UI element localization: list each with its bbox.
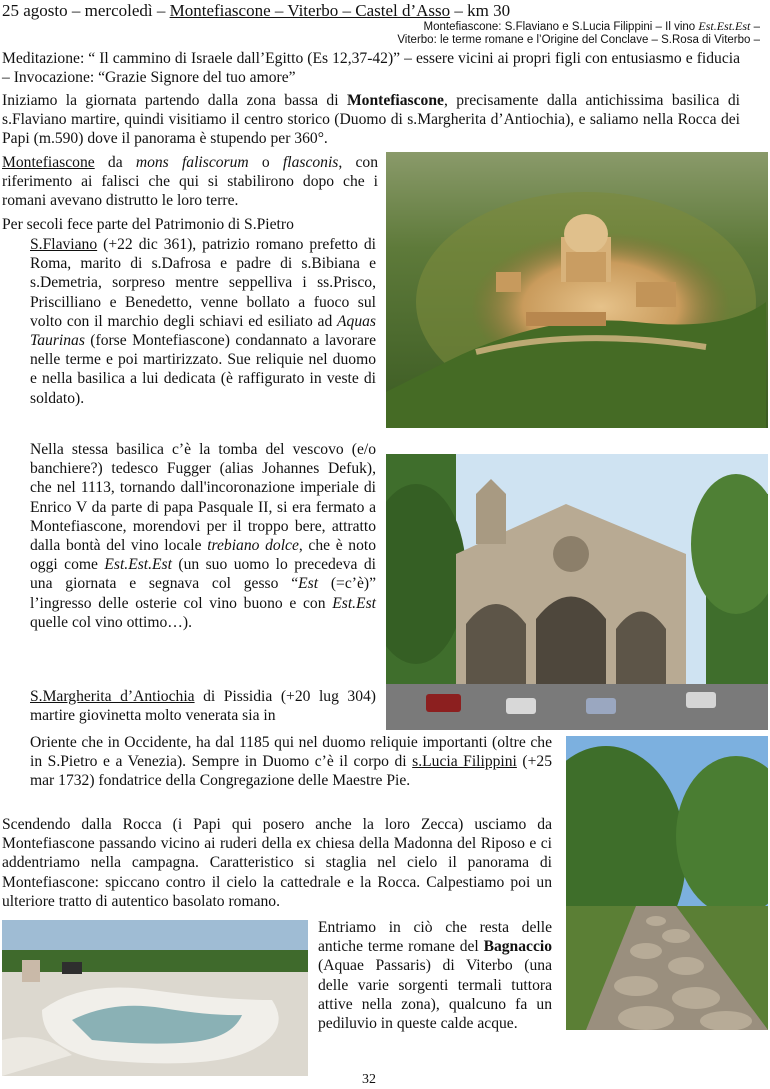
basilica-san-flaviano-photo <box>386 454 768 730</box>
bagnaccio-baths-photo <box>2 920 308 1076</box>
margherita-name: S.Margherita d’Antiochia <box>30 688 195 705</box>
title-date: 25 agosto – mercoledì – <box>2 1 170 20</box>
rocca-paragraph <box>2 815 552 911</box>
meditazione-paragraph <box>2 49 740 87</box>
iniziamo-paragraph <box>2 91 740 149</box>
lucia-name: s.Lucia Filippini <box>412 753 517 771</box>
text-span: di Pissidia (+20 lug 304) martire giovinetta molto venerata sia in <box>30 688 376 725</box>
header-line2: Montefiascone: S.Flaviano e S.Lucia Filippini – Il vino <box>423 21 699 33</box>
fugger-paragraph <box>30 440 376 632</box>
header-line2-end: – <box>750 21 760 33</box>
text-span: Entriamo in ciò che resta delle antiche terme romane del <box>318 919 552 956</box>
margherita-paragraph-cont <box>30 733 552 791</box>
iniziamo-text-end: , precisamente dalla antichissima basilica di s.Flaviano martire, quindi visitiamo il centro storico (Duomo di s.Margherita d’Antiochia), e saliamo nella Rocca dei Papi (m.590) dove il panorama è stupendo per 360°. <box>2 92 740 148</box>
text-span: (forse Montefiascone) condannato a lavorare nelle terme e poi martirizzato. Sue reliquie nel duomo e nella basilica a lui dedicata (è raffigurato in veste di soldato). <box>30 332 376 407</box>
montefiascone-name: Montefiascone <box>2 154 95 171</box>
roman-road-photo <box>566 736 768 1030</box>
text-span: (Aquae Passaris) di Viterbo (una delle varie sorgenti termali tuttora attive nella zona), qualcuno fa un pediluvio in queste calde acque. <box>318 957 552 1033</box>
title-route: Montefiascone – Viterbo – Castel d’Asso <box>169 1 451 20</box>
header-line3: Viterbo: le terme romane e l’Origine del Conclave – S.Rosa di Viterbo – <box>397 34 760 46</box>
rocca-text: Scendendo dalla Rocca (i Papi qui posero anche la loro Zecca) usciamo da Montefiascone passando vicino ai ruderi della ex chiesa della Madonna del Riposo e ci addentriamo nella campagna. Caratteristico si staglia nel cielo il panorama di Montefiascone: spiccano contro il cielo la cattedrale e la Rocca. Calpestiamo poi un ulteriore tratto di autentico basolato romano. <box>2 816 552 910</box>
title-km: – km 30 <box>450 1 511 20</box>
text-span: da <box>94 154 136 171</box>
page-title <box>2 1 510 20</box>
page-number: 32 <box>362 1072 376 1087</box>
header-subtitle-line <box>397 33 760 47</box>
text-span: (+25 mar 1732) fondatrice della Congregazione delle Maestre Pie. <box>30 753 552 790</box>
bagnaccio-bold: Bagnaccio <box>483 938 552 956</box>
montefiascone-paragraph <box>2 153 378 211</box>
montefiascone-aerial-photo <box>386 152 768 428</box>
text-span: , con riferimento ai falisci che qui si stabilirono dopo che i romani avevano distrutto le loro terre. <box>2 154 379 210</box>
text-span: Oriente che in Occidente, ha dal 1185 qui nel duomo reliquie importanti (oltre che in S.Pietro e a Venezia). Sempre in Duomo c’è il corpo di <box>30 734 552 771</box>
margherita-paragraph <box>30 687 376 725</box>
text-span: , che è noto oggi come <box>30 537 376 574</box>
text-span: (+22 dic 361), patrizio romano prefetto di Roma, marito di s.Dafrosa e padre di s.Bibiana e s.Demetria, sorpreso mentre seppelliva i ss.Prisco, Priscilliano e Benedetto, venne bollato a fuoco sul volto con il marchio degli schiavi ed esiliato ad <box>30 236 376 330</box>
terme-paragraph <box>318 918 552 1033</box>
text-italic: flasconis <box>282 154 339 171</box>
patrimonio-line <box>2 215 378 234</box>
text-italic: Est.Est <box>332 594 376 612</box>
text-span: o <box>248 154 283 171</box>
text-italic: Est.Est.Est <box>104 556 172 574</box>
flaviano-name: S.Flaviano <box>30 236 98 253</box>
flaviano-paragraph <box>30 235 376 408</box>
patrimonio-text: Per secoli fece parte del Patrimonio di S.Pietro <box>2 216 294 233</box>
text-span: Nella stessa basilica c’è la tomba del vescovo (e/o banchiere?) tedesco Fugger (alias Johannes Defuk), che nel 1113, tornando dall'incoronazione imperiale di Enrico V da parte di papa Pasquale II, si era fermato a Montefiascone, morendovi per il troppo bere, attratto dalla bontà del vino locale <box>30 441 376 555</box>
header-est: Est.Est.Est <box>698 19 751 33</box>
text-italic: mons faliscorum <box>135 154 249 171</box>
text-italic: trebiano dolce <box>207 537 299 555</box>
text-span: (=c’è)” l’ingresso delle osterie col vino buono e con <box>30 575 376 612</box>
header-subtitle-line <box>424 19 760 34</box>
iniziamo-text: Iniziamo la giornata partendo dalla zona bassa di <box>2 92 347 109</box>
text-italic: Aquas Taurinas <box>30 312 376 350</box>
montefiascone-bold: Montefiascone <box>346 92 444 109</box>
meditazione-text: Meditazione: “ Il cammino di Israele dall’Egitto (Es 12,37-42)” – essere vicini ai propri figli con entusiasmo e fiducia – Invocazione: “Grazie Signore del tuo amore” <box>2 50 740 87</box>
text-span: (un suo uomo lo precedeva di una giornata e segnava col gesso “ <box>30 556 376 593</box>
text-span: quelle col vino ottimo…). <box>30 613 192 631</box>
text-italic: Est <box>298 575 319 593</box>
